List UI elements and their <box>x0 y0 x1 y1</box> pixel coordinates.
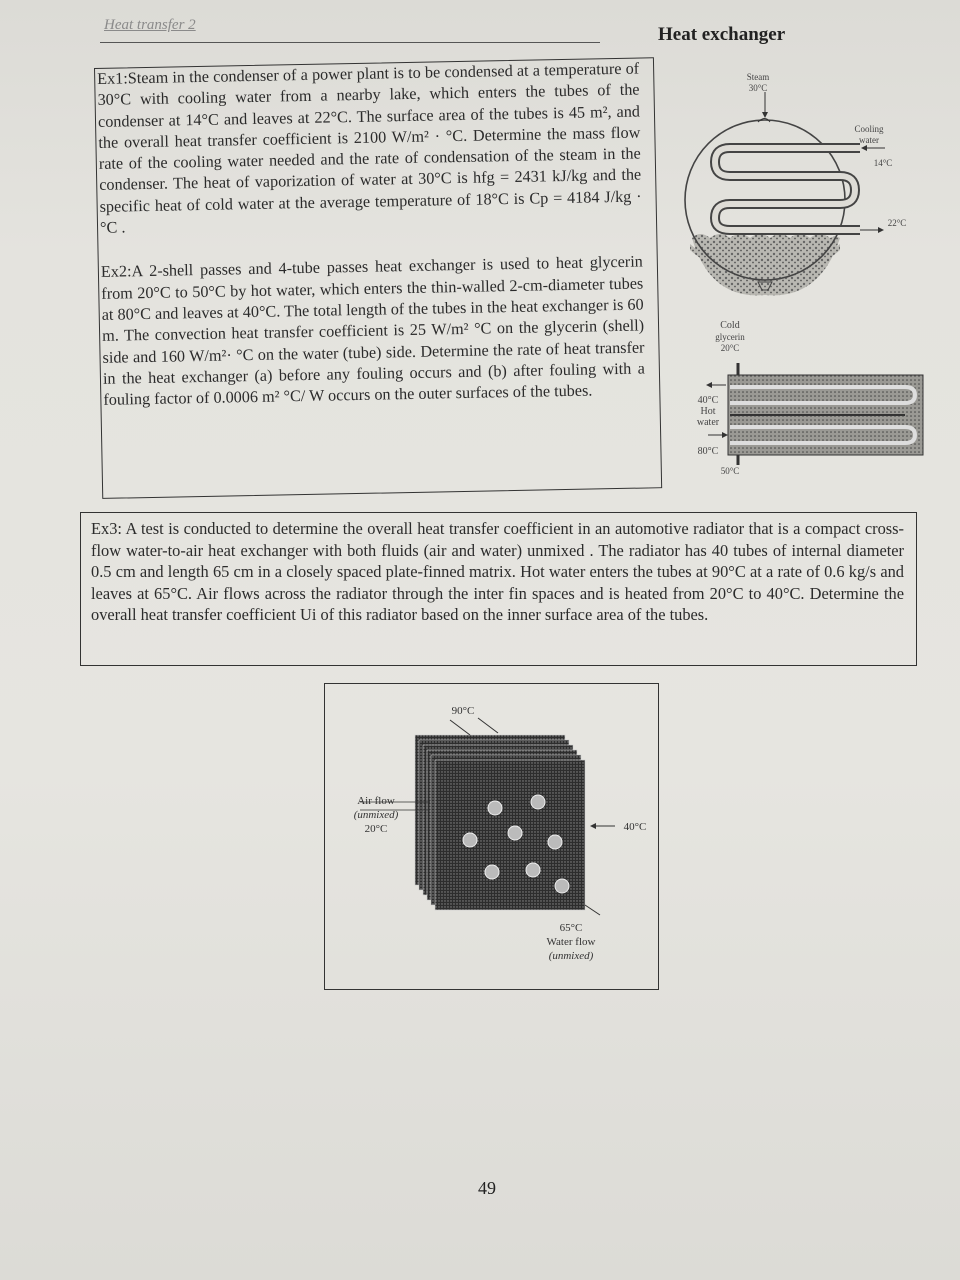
cooling-label: Cooling <box>854 124 884 134</box>
air-flow-label: Air flow <box>357 795 395 807</box>
cold-label: Cold <box>720 320 740 331</box>
water-flow-label: Water flow <box>546 936 596 948</box>
water-out-temp: 40°C <box>697 395 719 406</box>
steam-label: Steam <box>746 72 770 82</box>
exercise-3-text: Ex3: A test is conducted to determine the overall heat transfer coefficient in an automotive radiator that is a compact cross-flow water-to-air heat exchanger with both fluids (air and water) unmixed . The radiator has 40 tubes of internal diameter 0.5 cm and length 65 cm in a closely spaced plate-finned matrix. Hot water enters the tubes at 90°C at a rate of 0.6 kg/s and leaves at 65°C. Air flows across the radiator through the inter fin spaces and is heated from 20°C to 40°C. Determine the overall heat transfer coefficient Ui of this radiator based on the inner surface area of the tubes. <box>91 519 904 625</box>
page-number: 49 <box>478 1178 496 1198</box>
air-out-temp-label: 40°C <box>623 821 647 833</box>
course-title: Heat transfer 2 <box>104 17 196 33</box>
water-out-temp-label: 65°C <box>559 922 583 934</box>
water-in-temp-label: 90°C <box>451 705 475 717</box>
cooling-out-temp: 22°C <box>887 218 907 228</box>
hot-water-label: water <box>696 417 720 428</box>
glycerin-out-temp: 50°C <box>720 466 740 476</box>
glycerin-label: glycerin <box>715 332 745 342</box>
hot-label: Hot <box>700 406 716 417</box>
exercise-2-text: Ex2:A 2-shell passes and 4-tube passes heat exchanger is used to heat glycerin from 20°C to 50°C by hot water, which enters the thin-walled 2-cm-diameter tubes at 80°C and leaves at 40°C. The total length of the tubes in the heat exchanger is 60 m. The convection heat transfer coefficient is 25 W/m² °C on the glycerin (shell) side and 160 W/m²· °C on the water (tube) side. Determine the rate of heat transfer in the heat exchanger (a) before any fouling occurs and (b) after fouling with a fouling factor of 0.0006 m² °C/ W occurs on the outer surfaces of the tubes. <box>100 252 646 410</box>
water-unmixed-label: (unmixed) <box>548 950 594 962</box>
condenser-figure <box>670 60 910 300</box>
topic-title: Heat exchanger <box>658 24 786 45</box>
air-unmixed-label: (unmixed) <box>353 809 399 821</box>
air-in-temp-label: 20°C <box>364 823 388 835</box>
exercise-box-1-2 <box>94 57 662 499</box>
cooling-water-label: water <box>859 135 879 145</box>
cooling-in-temp: 14°C <box>873 158 893 168</box>
exercise-1-text: Ex1:Steam in the condenser of a power plant is to be condensed at a temperature of 30°C with cooling water from a nearby lake, which enters the tubes of the condenser at 14°C and leaves at 22°C. The surface area of the tubes is 45 m², and the overall heat transfer coefficient is 2100 W/m² · °C. Determine the mass flow rate of the cooling water needed and the rate of condensation of the steam in the condenser. The heat of vaporization of water at 30°C is hfg = 2431 kJ/kg and the specific heat of cold water at the average temperature of 18°C is Cp = 4184 J/kg · °C . <box>97 59 642 237</box>
shell-tube-figure <box>690 355 930 465</box>
steam-temp-label: 30°C <box>748 83 768 93</box>
water-in-temp: 80°C <box>697 446 719 457</box>
header-rule <box>100 42 600 43</box>
glycerin-in-temp: 20°C <box>720 343 740 353</box>
exercise-box-3 <box>80 512 917 666</box>
